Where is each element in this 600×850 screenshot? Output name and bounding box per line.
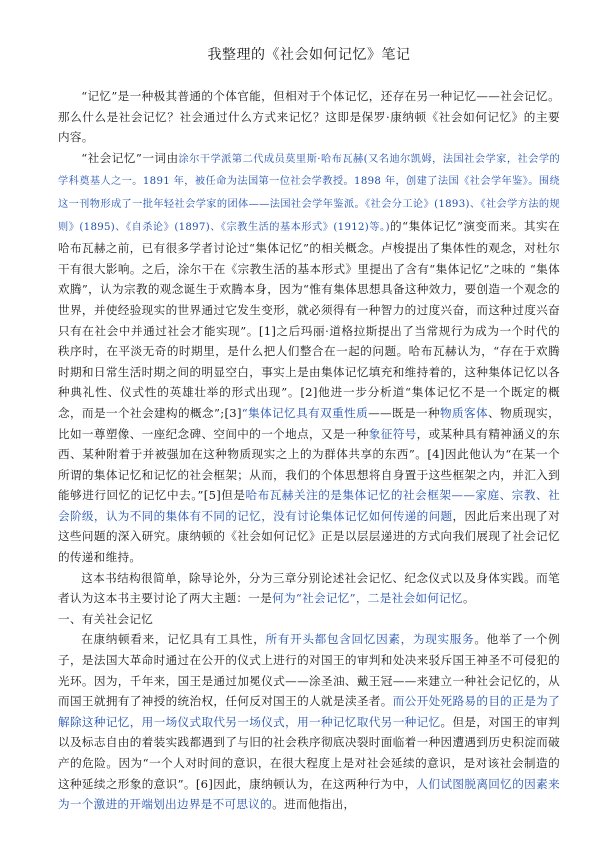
text-run: 。但是，对国王的审判以及标志自由的着装实践都遇到了与旧的社会秩序彻底决裂时面临着一种因遭遇到历史积淀而破产的危险。因为“一个人对时间的意识，在很大程度上是对社会延续的意识，是对该社会制造的这种延续之形象的意识”。[6]因此，康纳顿认为，在这两种行为中， <box>58 714 560 791</box>
section-heading: 一、有关社会记忆 <box>58 611 154 626</box>
text-run: ，或某种具有精神涵义的东西、某种附着于并被强加在这种物质现实之上的为群体共享的东西”。[4]因此他认为“在某一个所谓的集体记忆和记忆的社会框架；从而，我们的个体思想将自身置于这些框架之内，并汇入到能够进行回忆的记忆中去。”[5]但是 <box>58 426 561 503</box>
intro-text: “记忆”是一种极其普通的个体官能，但相对于个体记忆，还存在另一种记忆——社会记忆。那么什么是社会记忆？社会通过什么方式来记忆？这即是保罗·康纳顿《社会如何记忆》的主要内容。 <box>58 89 560 145</box>
paragraph-memory-instrumental <box>58 629 560 814</box>
paragraph-intro <box>58 86 560 148</box>
highlight-symbol: 象征符号 <box>368 426 417 441</box>
highlight-social-framework: 哈布瓦赫关注的是集体记忆的社会框架——家庭、宗教、社会阶级，认为不同的集体有不同的记忆，没有讨论集体记忆如何传递的问题 <box>58 488 560 523</box>
highlight-radical-beginning: 人们试图脱离回忆的因素来为一个激进的开端划出边界是不可思议的 <box>58 776 560 812</box>
text-run: 这本书结构很简单，除导论外，分为三章分别论述社会记忆、纪念仪式以及身体实践。而笔者认为这本书主要讨论了两大主题：一是 <box>58 570 560 606</box>
text-run: “社会记忆”一词由 <box>81 150 179 165</box>
paragraph-book-structure <box>58 568 560 609</box>
highlight-halbwachs-note: 涂尔干学派第二代成员莫里斯·哈布瓦赫(又名迪尔凯姆，法国社会学家，社会学的学科奠基人之一。1891 年，被任命为法国第一位社会学教授。1898 年，创建了法国《社会学年鉴》。围绕这一刊物形成了一批年轻社会学家的团体——法国社会学年鉴派。《社会分工论》(1893)、《社会学方法的规则》(1895)、《自杀论》(1897)、《宗教生活的基本形式》(1912)等。) <box>58 153 560 233</box>
text-run: 。 <box>462 591 475 606</box>
highlight-material-object: 物质客体 <box>440 405 489 420</box>
highlight-two-themes: 何为“社会记忆”，二是社会如何记忆 <box>272 591 463 606</box>
text-run: 。进而他指出， <box>272 797 356 812</box>
text-run: 、物质现实，比如一尊塑像、一座纪念碑、空间中的一个地点，又是一种 <box>58 405 560 441</box>
text-run: ，因此后来出现了对这些问题的深入研究。康纳顿的《社会如何记忆》正是以层层递进的方式向我们展现了社会记忆的传递和维持。 <box>58 508 561 565</box>
text-run: 。他举了一个例子，是法国大革命时通过在公开的仪式上进行的对国王的审判和处决来驳斥国王神圣不可侵犯的光环。因为，千年来，国王是通过加冕仪式——涂圣油、戴王冠——来建立一种社会记忆的，从而国王就拥有了神授的统治权，任何反对国王的人就是渎圣者。 <box>58 632 560 709</box>
highlight-dual-nature: “集体记忆具有双重性质 <box>241 405 369 420</box>
text-run: ——既是一种 <box>368 405 441 420</box>
document-title: 我整理的《社会如何记忆》笔记 <box>207 47 411 63</box>
highlight-recall-element: 所有开头都包含回忆因素，为现实服务 <box>265 632 475 647</box>
paragraph-social-memory-origin <box>58 148 560 568</box>
text-run: 在康纳顿看来，记忆具有工具性， <box>81 632 266 647</box>
text-run: 的“集体记忆”演变而来。其实在哈布瓦赫之前，已有很多学者讨论过“集体记忆”的相关概念。卢梭提出了集体性的观念，对杜尔干有很大影响。之后，涂尔干在《宗教生活的基本形式》里提出了含有“集体记忆”之味的 “集体欢腾”，认为宗教的观念诞生于欢腾本身，因为“惟有集体思想具备这种效力，要创造一个观念的世界，并使经验现实的世界通过它发生变形，就必须得有一种智力的过度兴奋，而这种过度兴奋只有在社会中并通过社会才能实现”。[1]之后玛丽·道格拉斯提出了当常规行为成为一个时代的秩序时，在平淡无奇的时期里，是什么把人们整合在一起的问题。哈布瓦赫认为，“存在于欢腾时期和日常生活时期之间的明显空白，事实上是由集体记忆填充和维持着的，这种集体记忆以各种典礼性、仪式性的英雄壮举的形式出现”。[2]他进一步分析道“集体记忆不是一个既定的概念，而是一个社会建构的概念”;[3] <box>58 218 560 420</box>
highlight-execution-purpose: 而公开处死路易的目的正是为了解除这种记忆，用一场仪式取代另一场仪式，用一种记忆取代另一种记忆 <box>58 694 560 729</box>
